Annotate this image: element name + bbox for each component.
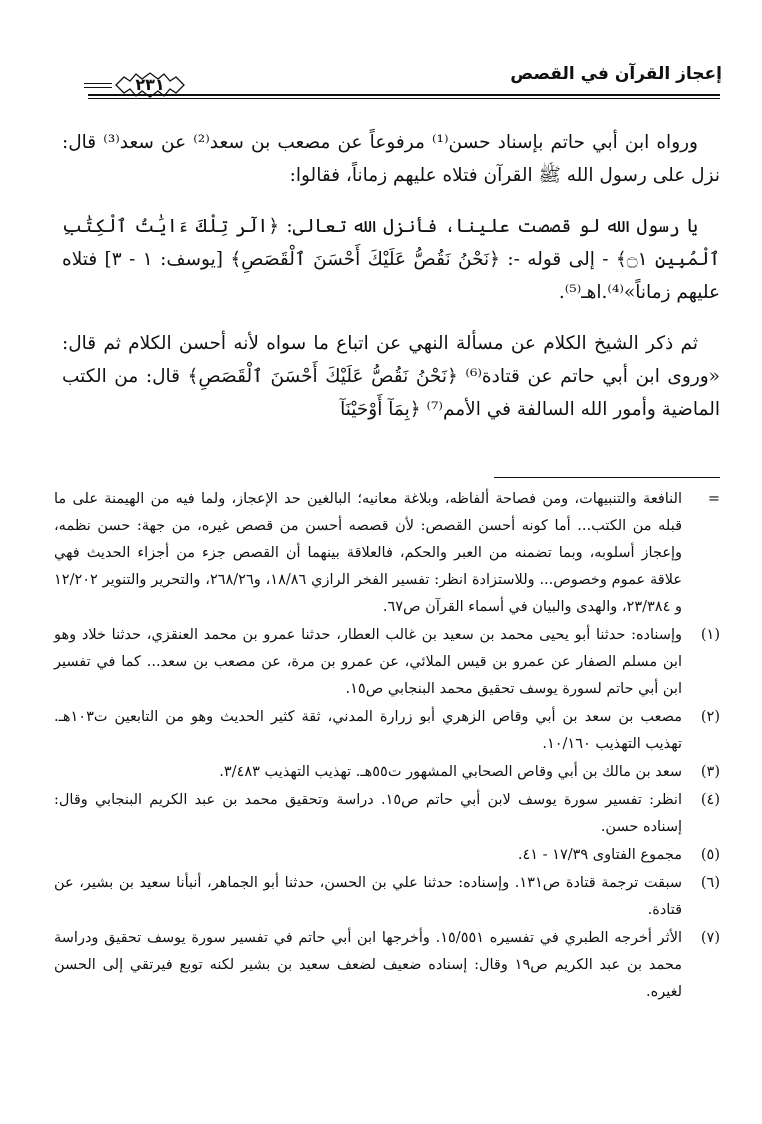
footnote-1 xyxy=(54,622,720,703)
footnote-mark: (٥) xyxy=(700,847,720,863)
footnote-mark: (٧) xyxy=(700,930,720,946)
main-text xyxy=(62,126,720,426)
footnote-text: مجموع الفتاوى ١٧/٣٩ - ٤١. xyxy=(517,847,682,863)
footnote-text: سعد بن مالك بن أبي وقاص الصحابي المشهور ت٥٥هـ. تهذيب التهذيب ٣/٤٨٣. xyxy=(219,764,682,780)
footnote-mark: (٦) xyxy=(700,875,720,891)
body-paragraph-3: ثم ذكر الشيخ الكلام عن مسألة النهي عن اتباع ما سواه لأنه أحسن الكلام ثم قال: «وروى ابن أبي حاتم عن قتادة⁽⁶⁾ ﴿نَحْنُ نَقُصُّ عَلَيْكَ أَحْسَنَ ٱلْقَصَصِ﴾ قال: من الكتب الماضية وأمور الله السالفة في الأمم⁽⁷⁾ ﴿بِمَآ أَوْحَيْنَآ xyxy=(62,333,721,420)
footnote-2 xyxy=(54,704,720,758)
body-paragraph-2: يا رسول الله لو قصصت علينا، فأنزل الله تعالى: ﴿الٓر تِلْكَ ءَايَٰتُ ٱلْكِتَٰبِ ٱلْمُبِينِ ۝١﴾ - إلى قوله -: ﴿نَحْنُ نَقُصُّ عَلَيْكَ أَحْسَنَ ٱلْقَصَصِ﴾ [يوسف: ١ - ٣] فتلاه عليهم زماناً»⁽⁴⁾.اهـ⁽⁵⁾. xyxy=(62,216,720,303)
footnote-mark: = xyxy=(707,491,720,507)
footnote-separator xyxy=(494,477,720,478)
footnote-continuation xyxy=(54,486,720,621)
footnote-4 xyxy=(54,787,720,841)
footnote-text: انظر: تفسير سورة يوسف لابن أبي حاتم ص١٥. دراسة وتحقيق محمد بن عبد الكريم البنجابي وقال: إسناده حسن. xyxy=(54,792,682,835)
footnote-text: مصعب بن سعد بن أبي وقاص الزهري أبو زرارة المدني، ثقة كثير الحديث وهو من التابعين ت١٠٣هـ. تهذيب التهذيب ١٠/١٦٠. xyxy=(54,709,682,752)
footnotes xyxy=(54,486,720,1006)
footnote-text: سبقت ترجمة قتادة ص١٣١. وإسناده: حدثنا علي بن الحسن، حدثنا أبو الجماهر، أنبأنا سعيد بن بشير، عن قتادة. xyxy=(54,875,683,918)
footnote-mark: (٤) xyxy=(700,792,720,808)
page-number-frame xyxy=(112,71,188,99)
footnote-mark: (١) xyxy=(700,627,720,643)
footnote-mark: (٢) xyxy=(700,709,720,725)
footnote-mark: (٣) xyxy=(700,764,720,780)
footnote-text: النافعة والتنبيهات، ومن فصاحة ألفاظه، وبلاغة معانيه؛ البالغين حد الإعجاز، ولما فيه من الهيمنة على ما قبله من الكتب... أما كونه أحسن القصص: لأن قصصه أحسن من قصص غيره، من جهة: حسن نظمه، وإعجاز أسلوبه، وبما تضمنه من العبر والحكم، فالعلاقة بينهما أن القصص جزء من أجزاء الحديث فهي علاقة عموم وخصوص... وللاستزادة انظر: تفسير الفخر الرازي ١٨/٨٦، و٢٦٨/٢٦، والتحرير والتنوير ١٢/٢٠٢ و ٢٣/٣٨٤، والهدى والبيان في أسماء القرآن ص٦٧. xyxy=(54,491,682,615)
header-ornament-line xyxy=(84,83,112,84)
footnote-7 xyxy=(54,925,720,1006)
page-number: ٢٣١ xyxy=(135,75,165,94)
header-ornament-line xyxy=(84,87,112,88)
footnote-text: وإسناده: حدثنا أبو يحيى محمد بن سعيد بن غالب العطار، حدثنا عمرو بن محمد العنقزي، حدثنا خلاد وهو ابن مسلم الصفار عن عمرو بن قيس الملائي، عن عمرو بن مرة، عن مصعب بن سعد... كما في تفسير ابن أبي حاتم لسورة يوسف تحقيق محمد البنجابي ص١٥. xyxy=(54,627,682,697)
running-header-title: إعجاز القرآن في القصص xyxy=(510,64,722,84)
footnote-text: الأثر أخرجه الطبري في تفسيره ١٥/٥٥١. وأخرجها ابن أبي حاتم في تفسير سورة يوسف تحقيق ودراسة محمد بن عبد الكريم ص١٩ وقال: إسناده ضعيف لضعف سعيد بن بشير لكنه توبع فيرتقي إلى الحسن لغيره. xyxy=(54,930,682,1000)
footnote-5 xyxy=(54,842,720,869)
body-paragraph-1: ورواه ابن أبي حاتم بإسناد حسن⁽¹⁾ مرفوعاً عن مصعب بن سعد⁽²⁾ عن سعد⁽³⁾ قال: نزل على رسول الله ﷺ القرآن فتلاه عليهم زماناً، فقالوا: xyxy=(62,132,720,186)
footnote-6 xyxy=(54,870,720,924)
footnote-3 xyxy=(54,759,720,786)
